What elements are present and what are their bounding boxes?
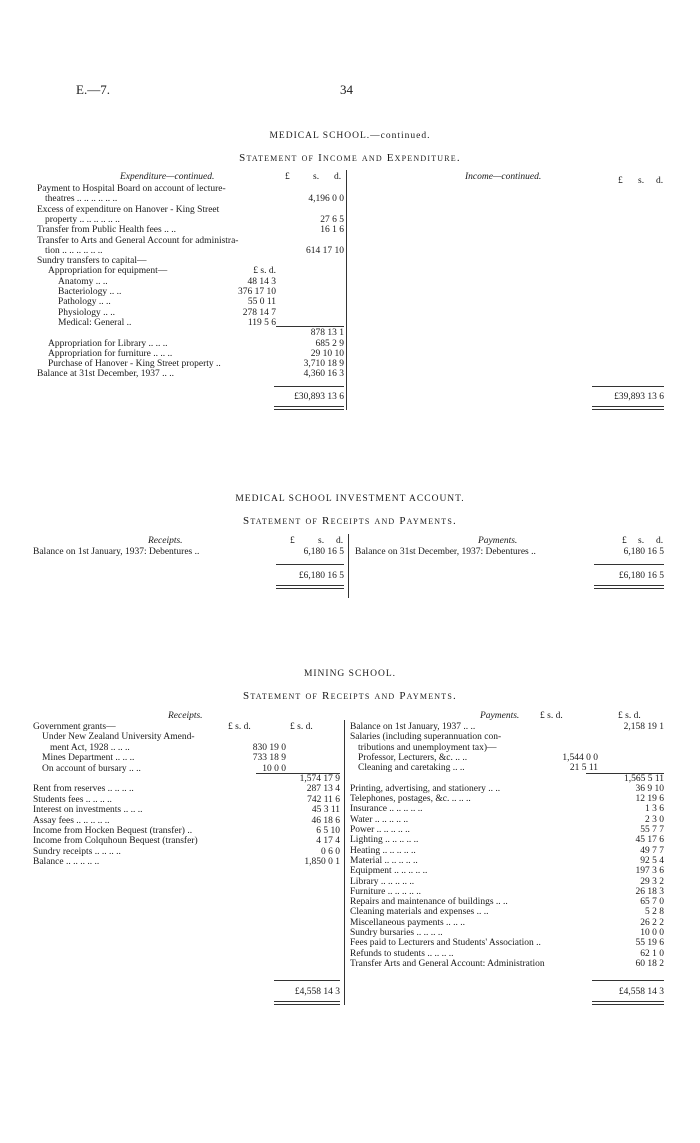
- expenditure-line: Physiology .. ..: [58, 307, 116, 318]
- expenditure-line: property .. .. .. .. .. ..: [45, 214, 120, 225]
- col-pence-right: d.: [656, 536, 664, 546]
- payment-line: Lighting .. .. .. .. ..: [350, 835, 419, 846]
- payments-heading: Payments.: [478, 536, 518, 546]
- expenditure-line: Sundry transfers to capital—: [37, 256, 147, 267]
- payment-amount: 1 3 6: [645, 804, 664, 815]
- receipt-line: Interest on investments .. .. ..: [33, 805, 143, 816]
- receipt-amount: 742 11 6: [307, 794, 340, 805]
- payment-line: Balance on 1st January, 1937 .. ..: [350, 722, 476, 732]
- receipt-amount: 6 5 10: [316, 826, 340, 836]
- expenditure-line: Appropriation for furniture .. .. ..: [48, 348, 173, 359]
- section-subtitle-receipts-payments: Statement of Receipts and Payments.: [243, 515, 457, 527]
- expenditure-line: theatres .. .. .. .. .. ..: [45, 194, 118, 205]
- receipt-amount: 46 18 6: [311, 815, 340, 826]
- payment-line: Telephones, postages, &c. .. .. ..: [350, 794, 471, 805]
- payment-line: Equipment .. .. .. .. ..: [350, 866, 428, 877]
- payment-amount: 92 5 4: [640, 855, 664, 866]
- receipts-heading: Receipts.: [168, 711, 203, 721]
- expenditure-amount: 878 13 1: [310, 328, 344, 339]
- column-divider: [348, 534, 349, 598]
- inner-amount: 1,544 0 0: [562, 752, 598, 763]
- payment-amount: 55 19 6: [635, 938, 664, 949]
- inner-amount: 278 14 7: [242, 307, 276, 318]
- inner-cols: £ s. d.: [228, 722, 251, 732]
- col-pence-right: d.: [656, 176, 664, 186]
- subtotal-rule: [256, 773, 340, 774]
- page-number: 34: [340, 82, 353, 97]
- total-rule: [274, 980, 340, 981]
- expenditure-line: Excess of expenditure on Hanover - King Street: [37, 204, 220, 215]
- receipt-line: Mines Department .. .. ..: [42, 753, 135, 764]
- payment-line: Power .. .. .. .. ..: [350, 825, 410, 835]
- income-total: £39,893 13 6: [614, 392, 664, 402]
- expenditure-line: Bacteriology .. ..: [58, 287, 122, 297]
- receipt-amount: 45 3 11: [311, 805, 340, 816]
- col-pence: d.: [336, 536, 344, 546]
- inner-amount: 21 5 11: [569, 763, 598, 774]
- payment-line: Fees paid to Lecturers and Students' Association ..: [350, 938, 541, 949]
- col-shillings: s.: [318, 536, 325, 546]
- col-shillings: s.: [313, 172, 320, 182]
- total-rule: [274, 386, 344, 387]
- payment-line: Water .. .. .. .. ..: [350, 814, 409, 825]
- payment-line: Transfer Arts and General Account: Administration: [350, 958, 545, 969]
- expenditure-line: Payment to Hospital Board on account of lecture-: [37, 184, 226, 194]
- payment-amount: 62 1 0: [640, 948, 664, 959]
- inner-amount: 733 18 9: [252, 753, 286, 764]
- inner-amount: 10 0 0: [262, 763, 286, 774]
- receipt-amount: 1,850 0 1: [304, 857, 340, 868]
- section-title-mining-school: MINING SCHOOL.: [303, 669, 397, 679]
- receipt-line: Income from Colquhoun Bequest (transfer): [33, 836, 198, 847]
- payment-amount: 10 0 0: [640, 928, 664, 938]
- outer-cols-right: £ s. d.: [618, 711, 641, 721]
- expenditure-line: Balance at 31st December, 1937 .. ..: [37, 369, 175, 380]
- receipt-line: Sundry receipts .. .. .. ..: [33, 846, 121, 857]
- total-rule-right: [592, 386, 664, 387]
- payment-amount: 6,180 16 5: [623, 547, 664, 557]
- total-double-rule: [274, 1001, 340, 1005]
- subtotal-rule: [586, 773, 664, 774]
- col-shillings-right: s.: [638, 176, 645, 186]
- receipt-line: Balance .. .. .. .. ..: [33, 857, 100, 868]
- receipt-line: On account of bursary .. ..: [42, 763, 141, 774]
- receipt-line: Assay fees .. .. .. .. ..: [33, 815, 110, 826]
- expenditure-amount: 4,196 0 0: [308, 194, 344, 205]
- payment-line: Professor, Lecturers, &c. .. ..: [358, 752, 468, 763]
- payment-amount: 45 17 6: [635, 835, 664, 846]
- total-double-rule: [276, 585, 344, 589]
- payment-line: Insurance .. .. .. .. ..: [350, 804, 423, 815]
- inner-amount: 55 0 11: [247, 297, 276, 308]
- total-rule: [276, 564, 344, 565]
- payments-total: £6,180 16 5: [618, 571, 664, 581]
- payment-amount: 1,565 5 11: [623, 773, 664, 784]
- total-double-rule-right: [592, 406, 664, 410]
- receipts-total: £6,180 16 5: [298, 571, 344, 581]
- receipt-line: Under New Zealand University Amend-: [42, 732, 195, 743]
- payment-line: Heating .. .. .. .. ..: [350, 845, 416, 856]
- subtotal-rule: [276, 326, 344, 327]
- column-divider: [344, 720, 345, 1005]
- mining-payments-total: £4,558 14 3: [618, 987, 664, 997]
- section-subtitle-income-expenditure: Statement of Income and Expenditure.: [239, 152, 461, 164]
- payment-line: Library .. .. .. .. ..: [350, 876, 415, 887]
- payment-line: Balance on 31st December, 1937: Debentures ..: [355, 547, 536, 557]
- total-double-rule: [274, 406, 344, 410]
- col-shillings-right: s.: [638, 536, 645, 546]
- payments-heading: Payments.: [480, 711, 520, 721]
- payment-amount: 5 2 8: [645, 907, 664, 918]
- expenditure-line: Anatomy .. ..: [58, 276, 108, 287]
- total-double-rule-right: [594, 585, 664, 589]
- receipt-line: ment Act, 1928 .. .. ..: [50, 742, 130, 753]
- section-title-medical-school: MEDICAL SCHOOL.—continued.: [269, 131, 431, 141]
- income-heading: Income—continued.: [465, 172, 542, 182]
- inner-cols-right: £ s. d.: [540, 711, 563, 721]
- payment-amount: 2,158 19 1: [623, 722, 664, 732]
- expenditure-line: tion .. .. .. .. .. ..: [45, 245, 103, 256]
- mining-receipts-total: £4,558 14 3: [294, 987, 340, 997]
- inner-amount: £ s. d.: [253, 266, 276, 277]
- payment-amount: 26 2 2: [640, 917, 664, 928]
- expenditure-line: Appropriation for equipment—: [48, 266, 168, 277]
- expenditure-amount: 685 2 9: [315, 338, 344, 349]
- payment-amount: 36 9 10: [635, 783, 664, 794]
- payment-line: Sundry bursaries .. .. .. ..: [350, 928, 443, 938]
- column-divider: [346, 170, 347, 410]
- receipt-line: Rent from reserves .. .. .. ..: [33, 784, 134, 795]
- payment-amount: 29 3 2: [640, 876, 664, 887]
- payment-line: Printing, advertising, and stationery .. ..: [350, 783, 501, 794]
- payment-amount: 2 3 0: [645, 814, 664, 825]
- payment-line: Cleaning and caretaking .. ..: [358, 763, 465, 774]
- receipt-amount: 1,574 17 9: [299, 774, 340, 784]
- total-rule-right: [594, 564, 664, 565]
- col-pence: d.: [334, 172, 342, 182]
- page-reference: E.—7.: [76, 82, 110, 97]
- expenditure-line: Transfer to Arts and General Account for administra-: [37, 235, 239, 246]
- expenditure-line: Medical: General ..: [58, 317, 132, 328]
- expenditure-line: Transfer from Public Health fees .. ..: [37, 225, 176, 236]
- expenditure-heading: Expenditure—continued.: [120, 172, 215, 182]
- expenditure-amount: 614 17 10: [306, 245, 344, 256]
- expenditure-amount: 4,360 16 3: [303, 369, 344, 380]
- expenditure-line: Purchase of Hanover - King Street property ..: [48, 359, 221, 370]
- expenditure-line: Pathology .. ..: [58, 297, 111, 308]
- inner-amount: 830 19 0: [252, 742, 286, 753]
- receipt-line: Students fees .. .. .. ..: [33, 794, 112, 805]
- payment-amount: 49 7 7: [640, 845, 664, 856]
- payment-line: Cleaning materials and expenses .. ..: [350, 907, 489, 918]
- section-title-investment-account: MEDICAL SCHOOL INVESTMENT ACCOUNT.: [235, 494, 465, 504]
- col-pounds-right: £: [622, 536, 627, 546]
- payment-amount: 12 19 6: [635, 794, 664, 805]
- payment-amount: 60 18 2: [635, 958, 664, 969]
- expenditure-line: Appropriation for Library .. .. ..: [48, 338, 168, 349]
- section-subtitle-mining-receipts-payments: Statement of Receipts and Payments.: [243, 690, 457, 702]
- expenditure-amount: 29 10 10: [310, 348, 344, 359]
- total-rule-right: [592, 980, 664, 981]
- receipts-heading: Receipts.: [148, 536, 183, 546]
- receipt-amount: 0 6 0: [321, 846, 340, 857]
- payment-amount: 197 3 6: [635, 866, 664, 877]
- col-pounds: £: [285, 172, 290, 182]
- payment-line: Salaries (including superannuation con-: [350, 732, 502, 743]
- receipt-amount: 4 17 4: [316, 836, 340, 847]
- payment-amount: 55 7 7: [640, 825, 664, 835]
- receipt-amount: 6,180 16 5: [303, 547, 344, 557]
- expenditure-amount: 16 1 6: [320, 225, 344, 236]
- inner-amount: 48 14 3: [247, 276, 276, 287]
- payment-line: tributions and unemployment tax)—: [358, 742, 497, 753]
- total-double-rule-right: [592, 1001, 664, 1005]
- receipt-line: Government grants—: [33, 722, 116, 732]
- expenditure-total: £30,893 13 6: [294, 392, 344, 402]
- payment-line: Refunds to students .. .. .. ..: [350, 948, 454, 959]
- payment-line: Furniture .. .. .. .. ..: [350, 886, 421, 897]
- expenditure-amount: 27 6 5: [320, 214, 344, 225]
- inner-amount: 376 17 10: [238, 287, 276, 297]
- expenditure-amount: 3,710 18 9: [303, 359, 344, 370]
- receipt-amount: 287 13 4: [306, 784, 340, 795]
- col-pounds: £: [290, 536, 295, 546]
- payment-line: Repairs and maintenance of buildings .. ..: [350, 897, 508, 908]
- payment-amount: 65 7 0: [640, 897, 664, 908]
- col-pounds-right: £: [618, 176, 623, 186]
- receipt-line: Balance on 1st January, 1937: Debentures ..: [33, 547, 200, 557]
- payment-line: Miscellaneous payments .. .. ..: [350, 917, 466, 928]
- inner-amount: 119 5 6: [247, 317, 276, 328]
- payment-line: Material .. .. .. .. ..: [350, 855, 418, 866]
- outer-cols: £ s. d.: [290, 722, 313, 732]
- receipt-line: Income from Hocken Bequest (transfer) ..: [33, 826, 193, 836]
- payment-amount: 26 18 3: [635, 886, 664, 897]
